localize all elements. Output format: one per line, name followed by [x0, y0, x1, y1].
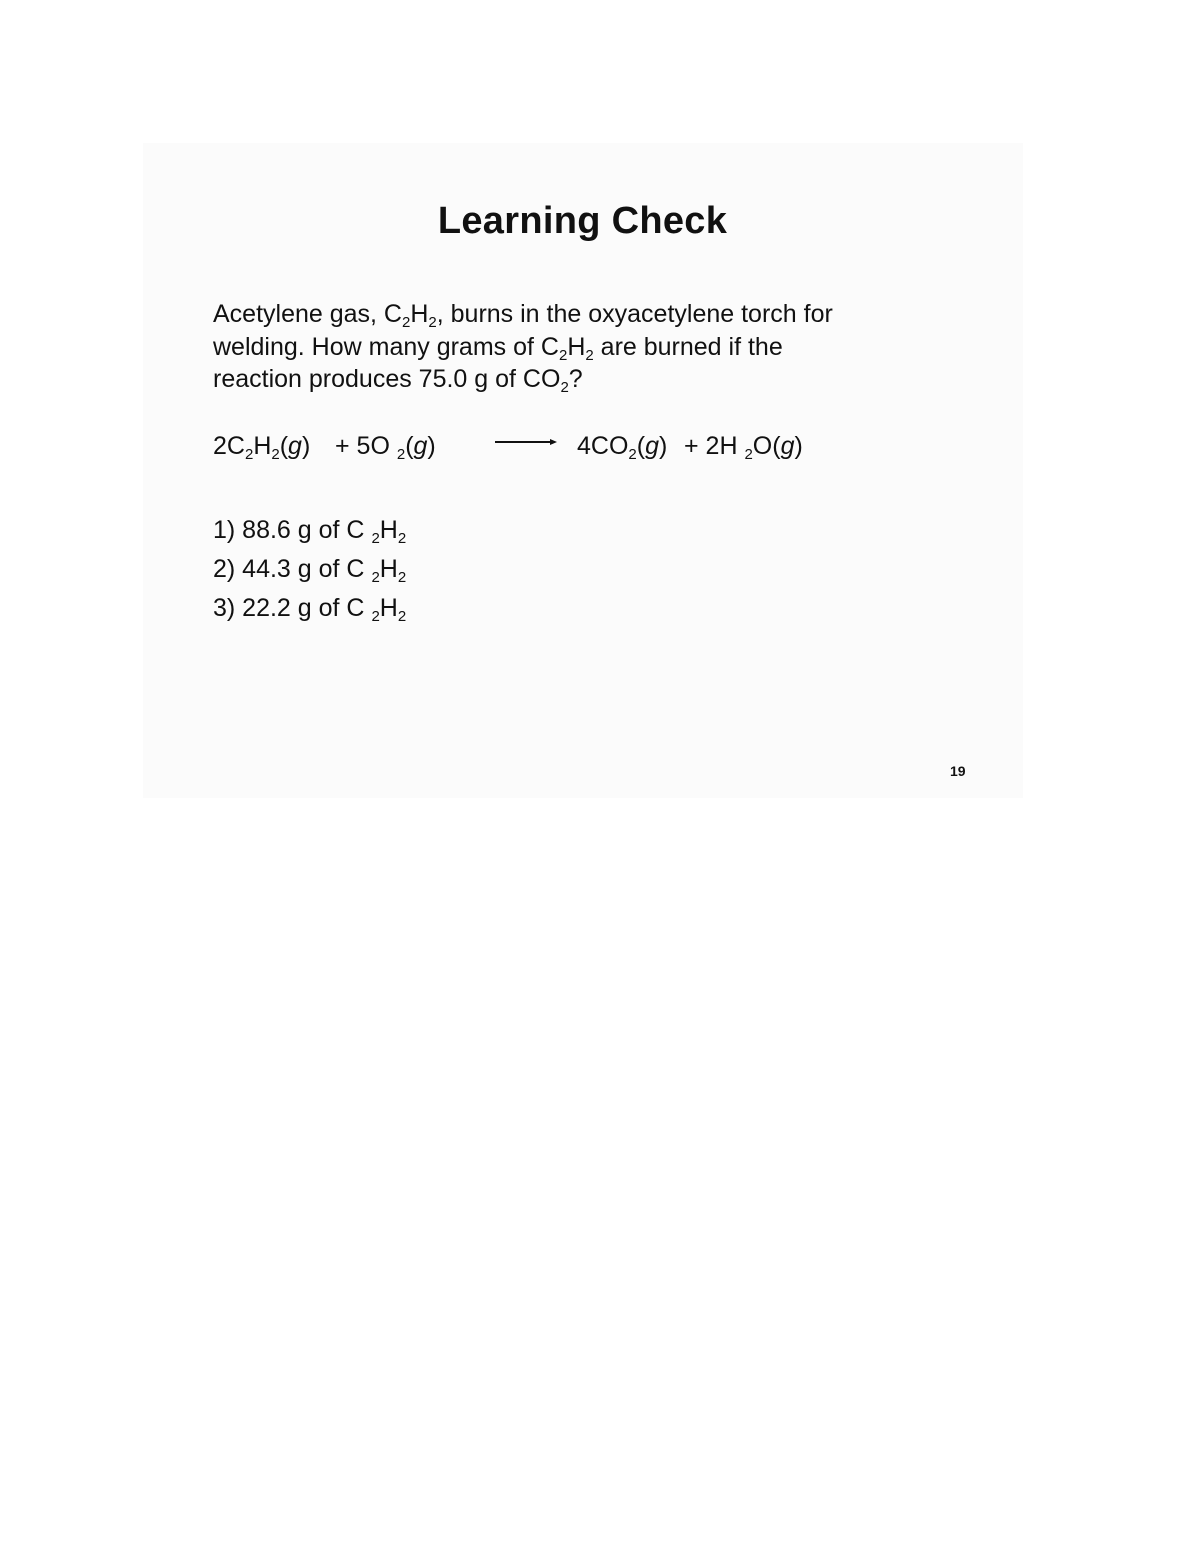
subscript: 2: [396, 446, 406, 463]
phase-paren: (: [279, 432, 289, 460]
product-water: [684, 432, 803, 461]
phase-label: g: [645, 432, 659, 460]
subscript: 2: [560, 379, 569, 396]
reactant-oxygen-prefix: + 5O: [335, 432, 397, 460]
question-line-3: [213, 363, 933, 396]
reactant-acetylene-h: H: [253, 432, 272, 460]
answer-option-text: 2) 44.3 g of C: [213, 555, 372, 583]
phase-paren: (: [636, 432, 646, 460]
answer-option-text: 1) 88.6 g of C: [213, 516, 372, 544]
subscript: 2: [271, 446, 280, 463]
page-title: [0, 200, 1165, 243]
question-line-2-c: are burned if the: [593, 332, 783, 361]
subscript: 2: [397, 569, 407, 586]
subscript: 2: [371, 530, 380, 547]
subscript: 2: [244, 446, 254, 463]
product-water-prefix: + 2H: [684, 432, 745, 460]
subscript: 2: [744, 446, 753, 463]
title-text: Learning Check: [437, 200, 728, 242]
page-number: 19: [950, 763, 966, 779]
product-carbon-dioxide: [577, 432, 667, 461]
phase-paren: ): [794, 432, 803, 460]
subscript: 2: [397, 530, 407, 547]
answer-option-1[interactable]: [213, 514, 406, 553]
reactant-acetylene-coef: 2C: [213, 432, 245, 460]
reaction-arrow-icon: [495, 435, 557, 449]
subscript: 2: [428, 314, 437, 331]
question-line-1: [213, 298, 933, 331]
subscript: 2: [397, 608, 407, 625]
answer-options: [213, 514, 406, 631]
phase-paren: ): [301, 432, 311, 460]
phase-paren: ): [427, 432, 436, 460]
phase-label: g: [288, 432, 302, 460]
phase-label: g: [780, 432, 795, 460]
question-line-2-b: H: [567, 332, 586, 361]
reactant-oxygen: [335, 432, 436, 461]
answer-option-2[interactable]: [213, 553, 406, 592]
answer-option-h: H: [379, 555, 398, 583]
subscript: 2: [402, 314, 411, 331]
subscript: 2: [371, 569, 380, 586]
answer-option-text: 3) 22.2 g of C: [213, 594, 372, 622]
answer-option-h: H: [379, 516, 398, 544]
question-line-1-a: Acetylene gas, C: [213, 300, 402, 328]
answer-option-h: H: [379, 594, 398, 622]
subscript: 2: [628, 446, 637, 463]
chemical-equation: [213, 432, 913, 468]
subscript: 2: [558, 346, 568, 364]
phase-paren: ): [658, 432, 668, 460]
phase-label: g: [413, 432, 428, 460]
subscript: 2: [371, 608, 380, 625]
question-line-1-b: H: [410, 300, 429, 328]
question-line-2: [213, 331, 933, 364]
reactant-acetylene: [213, 432, 310, 461]
question-line-1-c: , burns in the oxyacetylene torch for: [436, 300, 833, 328]
subscript: 2: [585, 346, 594, 364]
question-line-2-a: welding. How many grams of C: [213, 332, 559, 361]
product-water-o: O(: [752, 432, 781, 460]
question-line-3-c: ?: [568, 365, 583, 393]
answer-option-3[interactable]: [213, 592, 406, 631]
question-line-3-a: reaction produces 75.0 g of CO: [213, 365, 561, 393]
product-carbon-dioxide-coef: 4CO: [577, 432, 629, 460]
phase-paren: (: [405, 432, 414, 460]
question-text: [213, 298, 933, 396]
